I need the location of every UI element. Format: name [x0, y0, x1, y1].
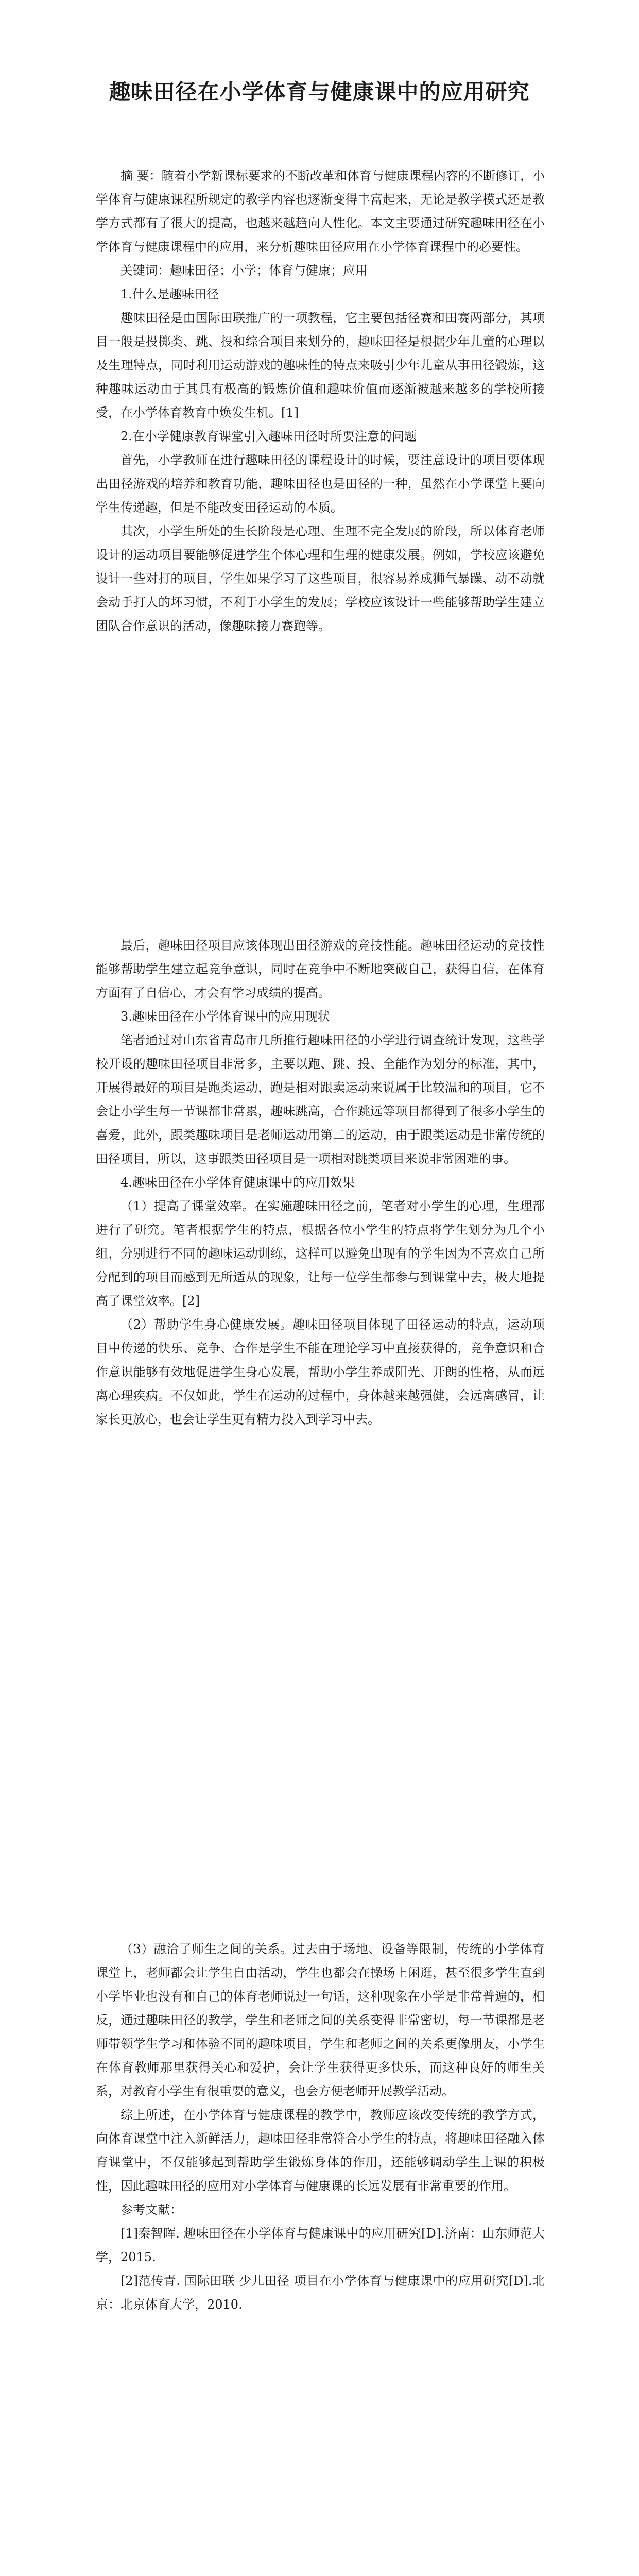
paragraph: 综上所述，在小学体育与健康课程的教学中，教师应该改变传统的教学方式，向体育课堂中注入新鲜活力，趣味田径非常符合小学生的特点，将趣味田径融入体育课堂中，不仅能够起到帮助学生锻炼身体的作用，还能够调动学生上课的积极性，因此趣味田径的应用对小学体育与健康课的长远发展有非常重要的作用。: [96, 2108, 545, 2193]
section-heading: 4.趣味田径在小学体育健康课中的应用效果: [120, 1175, 355, 1190]
references-heading: 参考文献：: [120, 2202, 182, 2217]
section-heading: 1.什么是趣味田径: [120, 287, 219, 301]
text-segment-1: [96, 164, 545, 633]
abstract: 摘 要：随着小学新课标要求的不断改革和体育与健康课程内容的不断修订，小学体育与健康课程所规定的教学内容也逐渐变得丰富起来，无论是教学模式还是教学方式都有了很大的提高，也越来越趋向人性化。本文主要通过研究趣味田径在小学体育与健康课程中的应用，来分析趣味田径应用在小学体育课程中的必要性。: [96, 168, 545, 254]
paragraph: 趣味田径是由国际田联推广的一项教程，它主要包括径赛和田赛两部分，其项目一般是投掷类、跳、投和综合项目来划分的，趣味田径是根据少年儿童的心理以及生理特点，同时利用运动游戏的趣味性的特点来吸引少年儿童从事田径锻炼，这种趣味运动由于其具有极高的锻炼价值和趣味价值而逐渐被越来越多的学校所接受，在小学体育教育中焕发生机。[1]: [96, 311, 545, 420]
paragraph: （1）提高了课堂效率。在实施趣味田径之前，笔者对小学生的心理，生理都进行了研究。笔者根据学生的特点，根据各位小学生的特点将学生划分为几个小组，分别进行不同的趣味运动训练，这样可以避免出现有的学生因为不喜欢自己所分配到的项目而感到无所适从的现象，让每一位学生都参与到课堂中去，极大地提高了课堂效率。[2]: [96, 1199, 545, 1308]
section-heading: 3.趣味田径在小学体育课中的应用现状: [120, 1009, 330, 1024]
section-heading: 2.在小学健康教育课堂引入趣味田径时所要注意的问题: [120, 429, 417, 444]
paragraph: （2）帮助学生身心健康发展。趣味田径项目体现了田径运动的特点，运动项目中传递的快乐、竞争、合作是学生不能在理论学习中直接获得的，竞争意识和合作意识能够有效地促进学生身心发展，帮助小学生养成阳光、开朗的性格，从而远离心理疾病。不仅如此，学生在运动的过程中，身体越来越强健，会远离感冒，让家长更放心，也会让学生更有精力投入到学习中去。: [96, 1317, 545, 1427]
text-segment-3: [96, 1937, 545, 2316]
paragraph-part: 其次，小学生所处的生长阶段是心理、生理不完全发展的阶段，所以体育老师设计的运动项目要能够促进学生个体心理和生理的健康发展。例如，学校应该避免设计一些对打的项目，学生如果学习了这些项目，很容易养成狮气暴躁、动不动就会动手打人的坏习惯，不利于小学生的发展；学校应该设计一些能够帮助学生建立团队合作意识的活动，像趣味接力赛跑等。: [96, 524, 545, 633]
reference-item: [2]范传青. 国际田联 少儿田径 项目在小学体育与健康课中的应用研究[D].北京：北京体育大学，2010.: [96, 2274, 545, 2312]
document-title: 趣味田径在小学体育与健康课中的应用研究: [109, 79, 530, 105]
reference-item: [1]秦智晖. 趣味田径在小学体育与健康课中的应用研究[D].济南：山东师范大学，2015.: [96, 2226, 545, 2264]
paragraph: 笔者通过对山东省青岛市几所推行趣味田径的小学进行调查统计发现，这些学校开设的趣味田径项目非常多，主要以跑、跳、投、全能作为划分的标准，其中，开展得最好的项目是跑类运动，跑是相对跟卖运动来说属于比较温和的项目，它不会让小学生每一节课都非常累，趣味跳高，合作跳远等项目都得到了很多小学生的喜爱，此外，跟类趣味项目是老师运动用第二的运动，由于跟类运动是非常传统的田径项目，所以，这事跟类田径项目是一项相对跳类项目来说非常困难的事。: [96, 1033, 545, 1166]
text-segment-2: [96, 934, 545, 1427]
paragraph: （3）融洽了师生之间的关系。过去由于场地、设备等限制，传统的小学体育课堂上，老师都会让学生自由活动，学生也都会在操场上闲逛，甚至很多学生直到小学毕业也没有和自己的体育老师说过一句话，这种现象在小学是非常普遍的，相反，通过趣味田径的教学，学生和老师之间的关系变得非常密切，每一节课都是老师带领学生学习和体验不同的趣味项目，学生和老师之间的关系更像朋友，小学生在体育教师那里获得关心和爱护，会让学生获得更多快乐，而这种良好的师生关系，对教育小学生有很重要的意义，也会方便老师开展教学活动。: [96, 1942, 545, 2098]
paragraph: 首先，小学教师在进行趣味田径的课程设计的时候，要注意设计的项目要体现出田径游戏的培养和教育功能，趣味田径也是田径的一种，虽然在小学课堂上要向学生传递趣，但是不能改变田径运动的本质。: [96, 453, 545, 515]
keywords: 关键词：趣味田径；小学；体育与健康；应用: [120, 263, 368, 278]
paragraph: 最后，趣味田径项目应该体现出田径游戏的竞技性能。趣味田径运动的竞技性能够帮助学生建立起竞争意识，同时在竞争中不断地突破自己，获得自信，在体育方面有了自信心，才会有学习成绩的提高。: [96, 938, 545, 1000]
